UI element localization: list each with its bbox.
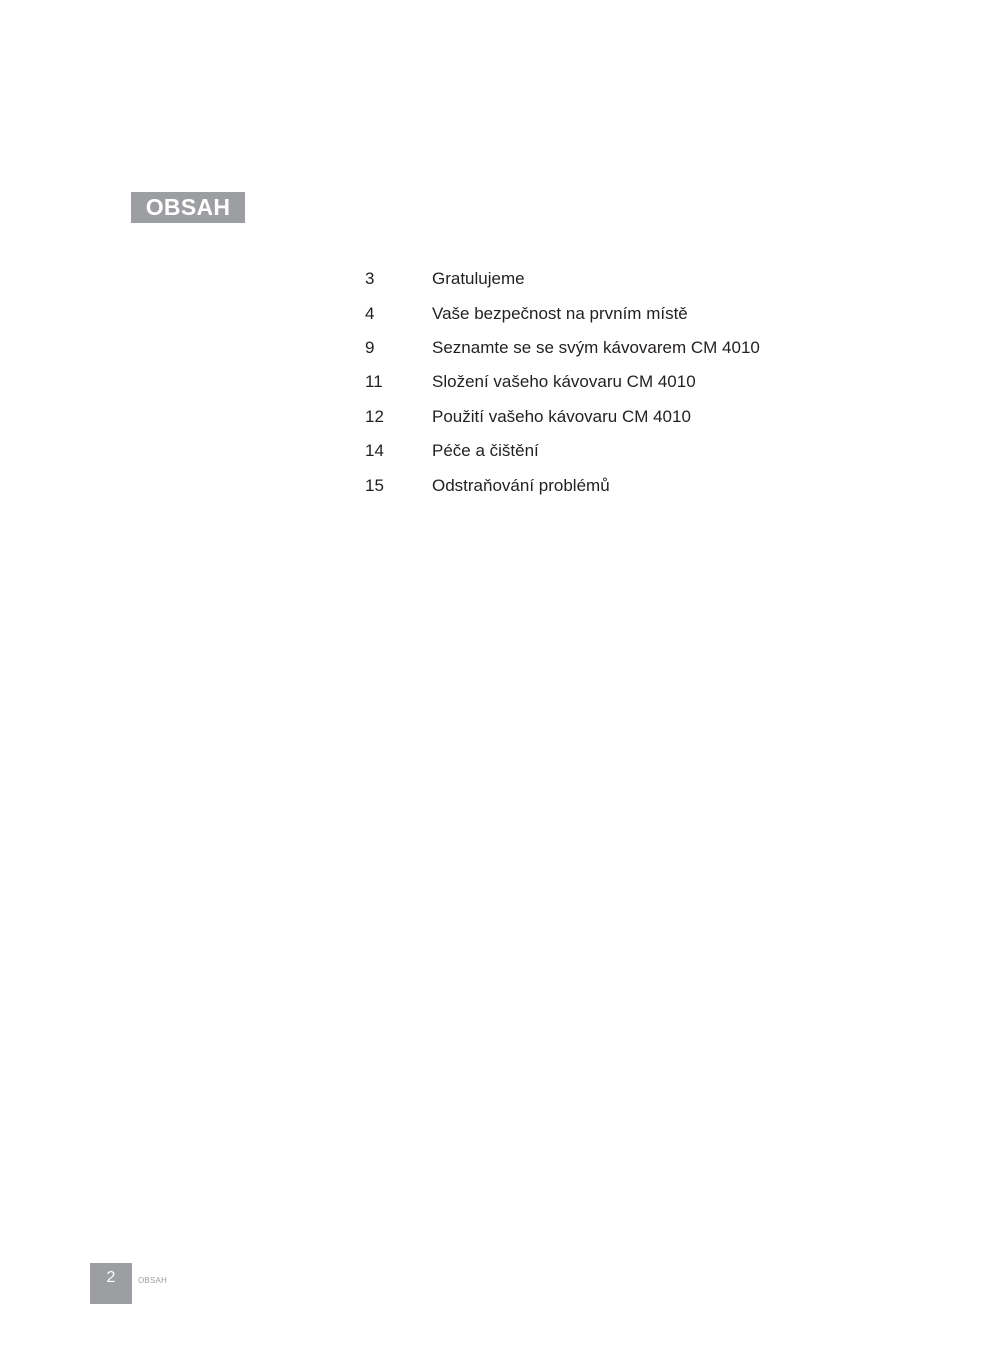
toc-entry[interactable] (365, 296, 865, 330)
toc-entry-title: Vaše bezpečnost na prvním místě (432, 303, 688, 323)
toc-entry-title: Péče a čištění (432, 441, 539, 461)
toc-page-number: 14 (365, 441, 384, 461)
footer-page-number: 2 (90, 1263, 132, 1304)
toc-entry-title: Odstraňování problémů (432, 475, 610, 495)
section-heading: OBSAH (131, 192, 245, 223)
toc-entry[interactable] (365, 262, 865, 296)
toc-entry[interactable] (365, 400, 865, 434)
toc-page-number: 11 (365, 372, 383, 392)
toc-entry-title: Gratulujeme (432, 269, 525, 289)
footer-section-label: OBSAH (138, 1276, 168, 1285)
toc-entry[interactable] (365, 468, 865, 502)
toc-entry-title: Složení vašeho kávovaru CM 4010 (432, 372, 696, 392)
toc-entry-title: Použití vašeho kávovaru CM 4010 (432, 406, 691, 426)
toc-page-number: 4 (365, 303, 375, 323)
toc-page-number: 12 (365, 406, 384, 426)
toc-page-number: 15 (365, 475, 384, 495)
toc-page-number: 9 (365, 337, 375, 357)
toc-page-number: 3 (365, 269, 375, 289)
toc-entry[interactable] (365, 365, 865, 399)
table-of-contents (365, 262, 865, 503)
toc-entry[interactable] (365, 331, 865, 365)
toc-entry-title: Seznamte se se svým kávovarem CM 4010 (432, 337, 760, 357)
toc-entry[interactable] (365, 434, 865, 468)
